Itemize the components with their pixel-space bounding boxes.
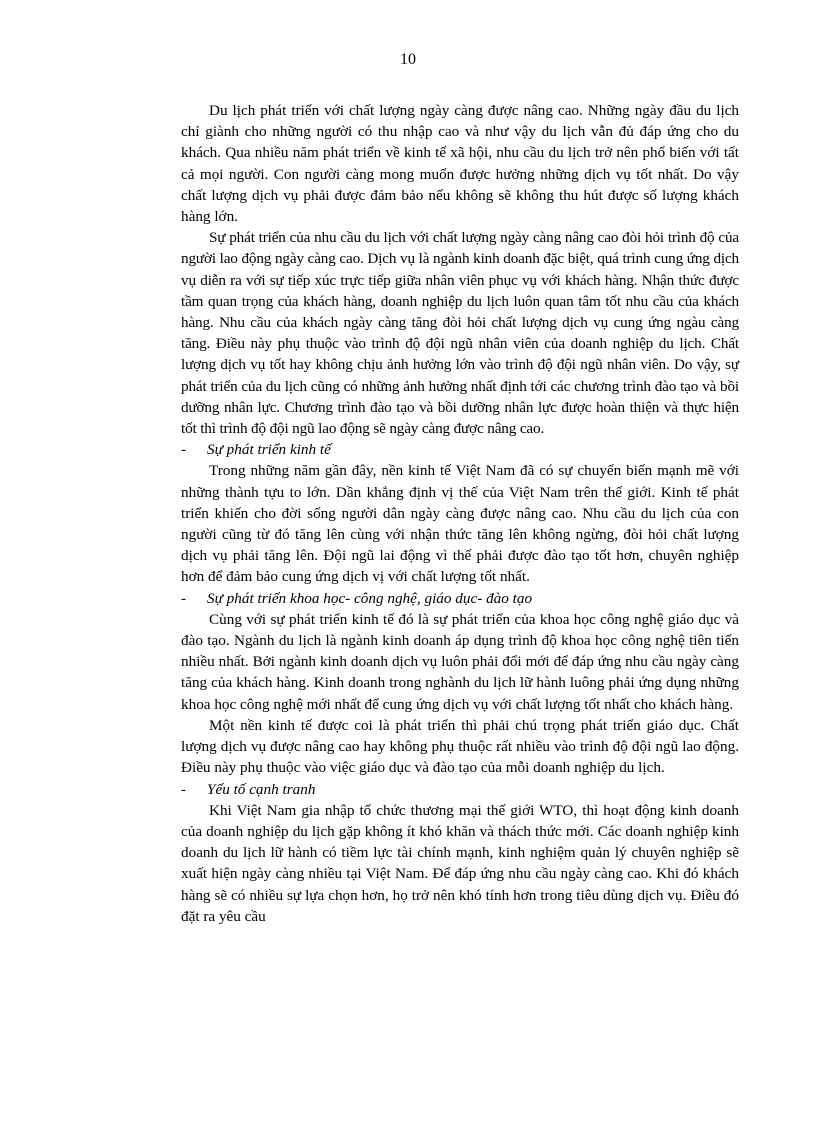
- list-dash: -: [181, 589, 187, 607]
- section-heading-science-education: [181, 588, 739, 609]
- heading-text: Sự phát triển kinh tế: [207, 441, 331, 459]
- paragraph-labor-demand: Sự phát triển của nhu cầu du lịch với chất lượng ngày càng nâng cao đòi hỏi trình độ của người lao động ngày càng cao. Dịch vụ là ngành kinh doanh đặc biệt, quá trình cung ứng dịch vụ diễn ra với sự tiếp xúc trực tiếp giữa nhân viên phục vụ với khách hàng. Nhận thức được tầm quan trọng của khách hàng, doanh nghiệp du lịch luôn quan tâm tốt nhu cầu của khách hàng. Nhu cầu của khách ngày càng tăng đòi hỏi chất lượng dịch vụ cung ứng ngàu càng tăng. Điều này phụ thuộc vào trình độ đội ngũ nhân viên của doanh nghiệp du lịch. Chất lượng dịch vụ tốt hay không chịu ảnh hưởng lớn vào trình độ đội ngũ nhân viên. Do vậy, sự phát triển của du lịch cũng có những ảnh hưởng nhất định tới các chương trình đào tạo và bồi dưỡng nhân lực. Chương trình đào tạo và bồi dưỡng nhân lực được hoàn thiện và thực hiện tốt thì trình độ đội ngũ lao động sẽ ngày càng được nâng cao.: [181, 229, 739, 438]
- paragraph-competition: Khi Việt Nam gia nhập tổ chức thương mại thế giới WTO, thì hoạt động kinh doanh của doanh nghiệp du lịch gặp không ít khó khăn và thách thức mới. Các doanh nghiệp kinh doanh du lịch lữ hành có tiềm lực tài chính mạnh, kinh nghiệm quản lý chuyên nghiệp sẽ xuất hiện ngày càng nhiều tại Việt Nam. Để đáp ứng nhu cầu ngày càng cao. Khi đó khách hàng sẽ có nhiều sự lựa chọn hơn, họ trở nên khó tính hơn trong tiêu dùng dịch vụ. Điều đó đặt ra yêu cầu: [181, 801, 739, 925]
- paragraph-technology: Cùng với sự phát triển kinh tế đó là sự phát triển của khoa học công nghệ giáo dục và đào tạo. Ngành du lịch là ngành kinh doanh áp dụng trình độ khoa học công nghệ tiên tiến nhiều nhất. Bởi ngành kinh doanh dịch vụ luôn phải đổi mới để đáp ứng nhu cầu ngày càng tăng của khách hàng. Kinh doanh trong nghành du lịch lữ hành luông phải ứng dụng những khoa học công nghệ mới nhất để cung ứng dịch vụ với chất lượng tốt nhất cho khách hàng.: [181, 610, 739, 713]
- paragraph-education: Một nền kinh tế được coi là phát triển thì phải chú trọng phát triển giáo dục. Chất lượng dịch vụ được nâng cao hay không phụ thuộc rất nhiều vào trình độ đội ngũ lao động. Điều này phụ thuộc vào việc giáo dục và đào tạo của mỗi doanh nghiệp du lịch.: [181, 716, 739, 777]
- list-dash: -: [181, 780, 187, 798]
- list-dash: -: [181, 441, 187, 459]
- section-heading-economy: [181, 439, 739, 460]
- heading-text: Sự phát triển khoa học- công nghệ, giáo dục- đào tạo: [207, 589, 533, 607]
- page-number: 10: [400, 51, 416, 68]
- document-body: [181, 100, 739, 927]
- heading-text: Yếu tố cạnh tranh: [207, 780, 316, 798]
- paragraph-economy: Trong những năm gần đây, nền kinh tế Việt Nam đã có sự chuyển biến mạnh mẽ với những thành tựu to lớn. Dần khẳng định vị thế của Việt Nam trên thế giới. Kinh tế phát triển khiến cho đời sống người dân ngày càng được nâng cao. Nhu cầu du lịch của con người cũng từ đó tăng lên cùng với nhận thức tăng lên không ngừng, đòi hỏi chất lượng dịch vụ phải tăng lên. Đội ngũ lai động vì thế phải được đào tạo tốt hơn, chuyên nghiệp hơn để đảm bảo cung ứng dịch vị với chất lượng tốt nhất.: [181, 462, 739, 586]
- section-heading-competition: [181, 779, 739, 800]
- paragraph-quality-growth: Du lịch phát triển với chất lượng ngày càng được nâng cao. Những ngày đầu du lịch chỉ giành cho những người có thu nhập cao và như vậy du lịch vẫn đủ đáp ứng cho du khách. Qua nhiều năm phát triển về kinh tế xã hội, nhu cầu du lịch trở nên phổ biến với tất cả mọi người. Con người càng mong muốn được hưởng những dịch vụ tốt nhất. Do vậy chất lượng dịch vụ phải được đảm bảo nếu không sẽ không thu hút được số lượng khách hàng lớn.: [181, 102, 739, 226]
